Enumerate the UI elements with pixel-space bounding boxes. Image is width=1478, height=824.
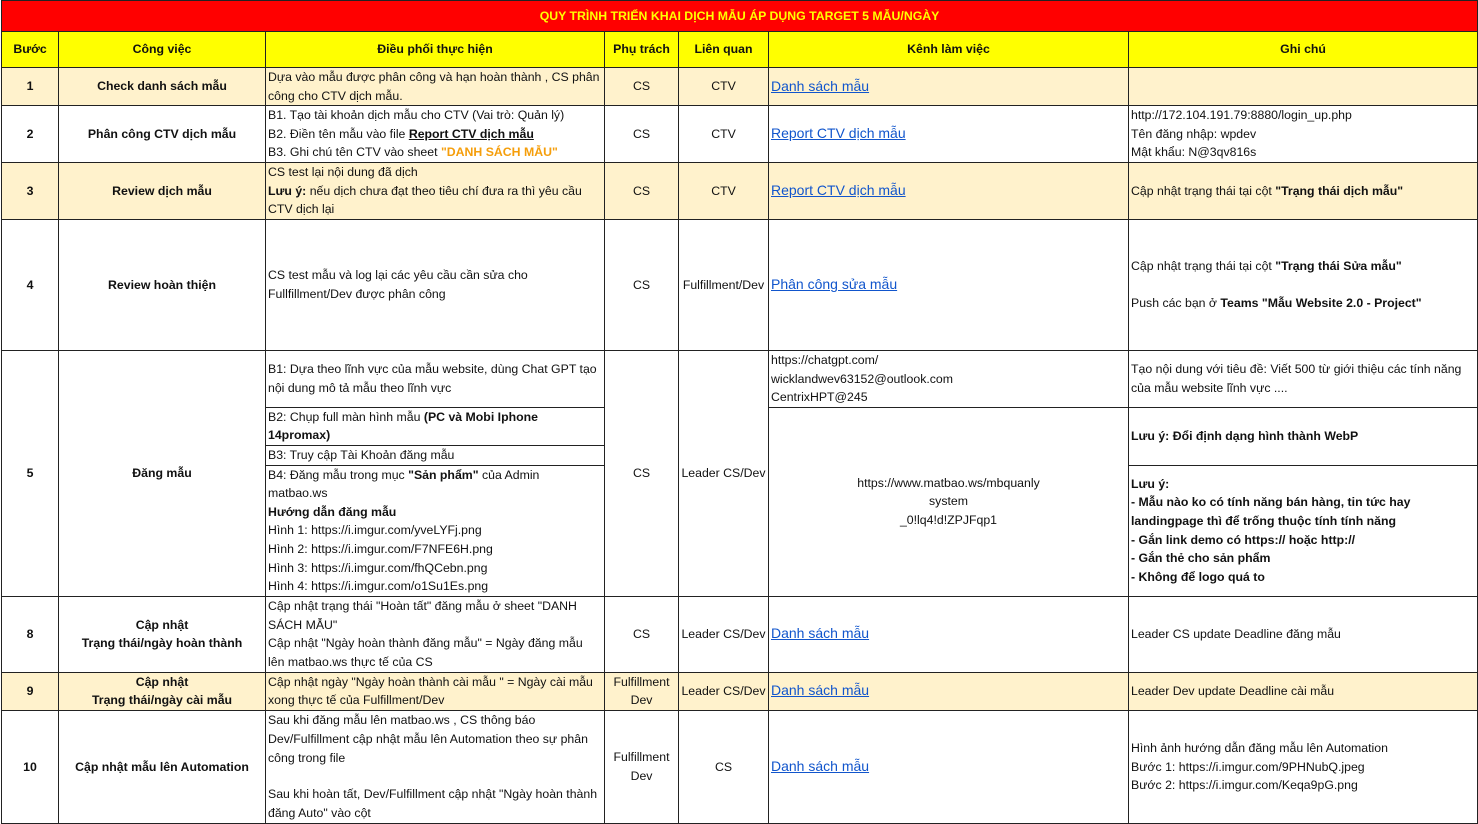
step-cell[interactable]: 1 bbox=[2, 68, 59, 106]
channel-link[interactable]: Danh sách mẫu bbox=[771, 758, 870, 775]
note-line: - Mẫu nào ko có tính năng bán hàng, tin tức hay landingpage thì để trống thuộc tính tính năng bbox=[1131, 495, 1411, 529]
note-line: Lưu ý: bbox=[1131, 476, 1170, 491]
task-cell[interactable]: Review dịch mẫu bbox=[59, 163, 266, 220]
channel-link[interactable]: Phân công sửa mẫu bbox=[771, 276, 898, 293]
related-cell[interactable]: Leader CS/Dev bbox=[679, 350, 769, 596]
coordination-cell[interactable]: Dựa vào mẫu được phân công và hạn hoàn thành , CS phân công cho CTV dịch mẫu. bbox=[266, 68, 605, 106]
owner-cell[interactable]: CS bbox=[605, 106, 679, 163]
table-row bbox=[2, 106, 1478, 163]
note-cell[interactable] bbox=[1129, 163, 1478, 220]
table-row bbox=[2, 672, 1478, 710]
related-cell[interactable]: Leader CS/Dev bbox=[679, 596, 769, 672]
step-cell[interactable]: 2 bbox=[2, 106, 59, 163]
coordination-cell[interactable] bbox=[266, 407, 605, 445]
task-cell[interactable] bbox=[59, 596, 266, 672]
task-cell[interactable]: Check danh sách mẫu bbox=[59, 68, 266, 106]
status-column-name: "Trạng thái Sửa mẫu" bbox=[1275, 259, 1402, 274]
coordination-text: B4: Đăng mẫu trong mục bbox=[268, 467, 409, 482]
channel-link[interactable]: Danh sách mẫu bbox=[771, 625, 870, 642]
coordination-line bbox=[268, 466, 602, 503]
coordination-text: của Admin matbao.ws bbox=[268, 467, 540, 501]
guide-title: Hướng dẫn đăng mẫu bbox=[268, 504, 397, 519]
table-row bbox=[2, 163, 1478, 220]
guide-image-link: Hình 4: https://i.imgur.com/o1Su1Es.png bbox=[268, 579, 489, 594]
channel-cell[interactable] bbox=[769, 163, 1129, 220]
note-label: Lưu ý: bbox=[268, 183, 307, 198]
channel-link[interactable]: Report CTV dịch mẫu bbox=[771, 182, 906, 199]
channel-link[interactable]: Danh sách mẫu bbox=[771, 77, 870, 94]
note-line: Bước 2: https://i.imgur.com/Keqa9pG.png bbox=[1131, 778, 1358, 793]
coordination-text: B2: Chụp full màn hình mẫu bbox=[268, 409, 424, 424]
coordination-line: Sau khi đăng mẫu lên matbao.ws , CS thông báo Dev/Fulfillment cập nhật mẫu lên Automation theo sự phân công trong file bbox=[268, 713, 588, 765]
coordination-line: Cập nhật "Ngày hoàn thành đăng mẫu" = Ngày đăng mẫu lên matbao.ws thực tế của CS bbox=[268, 636, 583, 669]
task-cell[interactable]: Đăng mẫu bbox=[59, 350, 266, 596]
admin-url: https://www.matbao.ws/mbquanly bbox=[857, 475, 1040, 490]
chatgpt-url: https://chatgpt.com/ bbox=[771, 352, 879, 367]
table-row bbox=[2, 68, 1478, 106]
task-line: Cập nhật bbox=[135, 674, 189, 689]
task-line: Cập nhật bbox=[135, 617, 189, 632]
coordination-cell[interactable]: Cập nhật ngày "Ngày hoàn thành cài mẫu " = Ngày cài mẫu xong thực tế của Fulfillment/Dev bbox=[266, 672, 605, 710]
owner-cell[interactable]: Fulfillment Dev bbox=[605, 710, 679, 823]
owner-cell[interactable]: CS bbox=[605, 350, 679, 596]
coordination-cell[interactable] bbox=[266, 710, 605, 823]
note-line: - Gắn link demo có https:// hoặc http:// bbox=[1131, 532, 1356, 547]
guide-image-link: Hình 3: https://i.imgur.com/fhQCebn.png bbox=[268, 560, 488, 575]
guide-image-link: Hình 2: https://i.imgur.com/F7NFE6H.png bbox=[268, 541, 493, 556]
header-related[interactable]: Liên quan bbox=[679, 32, 769, 68]
coordination-cell[interactable] bbox=[266, 596, 605, 672]
note-text: Cập nhật trạng thái tại cột bbox=[1131, 259, 1276, 274]
channel-link[interactable]: Danh sách mẫu bbox=[771, 682, 870, 699]
admin-username: system bbox=[929, 494, 968, 509]
spacer bbox=[1131, 276, 1475, 294]
channel-link[interactable]: Report CTV dịch mẫu bbox=[771, 125, 906, 142]
coordination-line bbox=[268, 143, 602, 162]
channel-cell[interactable] bbox=[769, 710, 1129, 823]
task-line: Trạng thái/ngày cài mẫu bbox=[91, 693, 233, 708]
related-cell[interactable]: CTV bbox=[679, 163, 769, 220]
note-cell[interactable]: Leader CS update Deadline đăng mẫu bbox=[1129, 596, 1478, 672]
task-cell[interactable]: Phân công CTV dịch mẫu bbox=[59, 106, 266, 163]
guide-image-link: Hình 1: https://i.imgur.com/yveLYFj.png bbox=[268, 523, 482, 538]
channel-cell[interactable] bbox=[769, 68, 1129, 106]
step-cell[interactable]: 4 bbox=[2, 219, 59, 350]
teams-channel-name: Teams "Mẫu Website 2.0 - Project" bbox=[1220, 295, 1422, 310]
channel-cell[interactable] bbox=[769, 219, 1129, 350]
owner-cell[interactable]: CS bbox=[605, 163, 679, 220]
login-password: Mật khẩu: N@3qv816s bbox=[1131, 145, 1257, 160]
status-column-name: "Trạng thái dịch mẫu" bbox=[1275, 183, 1404, 198]
coordination-text: nếu dịch chưa đạt theo tiêu chí đưa ra thì yêu cầu CTV dịch lại bbox=[268, 183, 582, 217]
process-table bbox=[1, 0, 1478, 824]
header-note[interactable]: Ghi chú bbox=[1129, 32, 1478, 68]
channel-cell[interactable] bbox=[769, 106, 1129, 163]
note-cell[interactable] bbox=[1129, 106, 1478, 163]
note-line: - Không để logo quá to bbox=[1131, 569, 1265, 584]
note-cell[interactable]: Leader Dev update Deadline cài mẫu bbox=[1129, 672, 1478, 710]
step-cell[interactable]: 3 bbox=[2, 163, 59, 220]
note-line bbox=[1131, 257, 1475, 276]
coordination-line: Sau khi hoàn tất, Dev/Fulfillment cập nhật "Ngày hoàn thành đăng Auto" vào cột bbox=[268, 787, 598, 820]
table-row bbox=[2, 710, 1478, 823]
task-cell[interactable]: Cập nhật mẫu lên Automation bbox=[59, 710, 266, 823]
coordination-text: B2. Điền tên mẫu vào file bbox=[268, 126, 409, 141]
note-cell[interactable] bbox=[1129, 710, 1478, 823]
coordination-cell[interactable] bbox=[266, 106, 605, 163]
coordination-text: B3. Ghi chú tên CTV vào sheet bbox=[268, 145, 441, 160]
channel-cell[interactable] bbox=[769, 407, 1129, 596]
task-cell[interactable] bbox=[59, 672, 266, 710]
table-row bbox=[2, 219, 1478, 350]
task-line: Trạng thái/ngày hoàn thành bbox=[81, 636, 243, 651]
spacer bbox=[268, 767, 602, 785]
coordination-cell[interactable]: B1: Dựa theo lĩnh vực của mẫu website, dùng Chat GPT tạo nội dung mô tả mẫu theo lĩnh vực bbox=[266, 350, 605, 407]
note-cell[interactable] bbox=[1129, 219, 1478, 350]
owner-cell[interactable]: CS bbox=[605, 68, 679, 106]
owner-cell[interactable]: Fulfillment Dev bbox=[605, 672, 679, 710]
coordination-cell[interactable] bbox=[266, 465, 605, 596]
chatgpt-password: CentrixHPT@245 bbox=[771, 390, 868, 405]
login-url: http://172.104.191.79:8880/login_up.php bbox=[1131, 108, 1352, 123]
related-cell[interactable]: CTV bbox=[679, 68, 769, 106]
header-task[interactable]: Công việc bbox=[59, 32, 266, 68]
note-line bbox=[1131, 294, 1475, 313]
note-cell[interactable]: Tạo nội dung với tiêu đề: Viết 500 từ giới thiệu các tính năng của mẫu website lĩnh vực .... bbox=[1129, 350, 1478, 407]
channel-cell[interactable] bbox=[769, 350, 1129, 407]
task-cell[interactable]: Review hoàn thiện bbox=[59, 219, 266, 350]
note-line: Bước 1: https://i.imgur.com/9PHNubQ.jpeg bbox=[1131, 759, 1365, 774]
report-file-link[interactable]: Report CTV dịch mẫu bbox=[408, 126, 534, 141]
header-row bbox=[2, 32, 1478, 68]
note-cell[interactable] bbox=[1129, 465, 1478, 596]
coordination-cell[interactable] bbox=[266, 163, 605, 220]
coordination-line bbox=[268, 182, 602, 219]
step-cell[interactable]: 5 bbox=[2, 350, 59, 596]
note-line: Hình ảnh hướng dẫn đăng mẫu lên Automation bbox=[1131, 740, 1388, 755]
related-cell[interactable]: Fulfillment/Dev bbox=[679, 219, 769, 350]
admin-password: _0!lq4!d!ZPJFqp1 bbox=[899, 513, 998, 528]
note-cell[interactable] bbox=[1129, 68, 1478, 106]
related-cell[interactable]: CS bbox=[679, 710, 769, 823]
header-step[interactable]: Bước bbox=[2, 32, 59, 68]
header-coordination[interactable]: Điều phối thực hiện bbox=[266, 32, 605, 68]
channel-cell[interactable] bbox=[769, 672, 1129, 710]
coordination-line bbox=[268, 125, 602, 144]
table-row bbox=[2, 596, 1478, 672]
login-username: Tên đăng nhập: wpdev bbox=[1131, 126, 1257, 141]
coordination-line: Cập nhật trạng thái "Hoàn tất" đăng mẫu ở sheet "DANH SÁCH MẪU" bbox=[268, 599, 577, 632]
sheet-title: QUY TRÌNH TRIỂN KHAI DỊCH MẪU ÁP DỤNG TARGET 5 MẪU/NGÀY bbox=[2, 1, 1478, 32]
note-cell[interactable]: Lưu ý: Đổi định dạng hình thành WebP bbox=[1129, 407, 1478, 465]
header-owner[interactable]: Phụ trách bbox=[605, 32, 679, 68]
owner-cell[interactable]: CS bbox=[605, 219, 679, 350]
note-text: Push các bạn ở bbox=[1131, 295, 1221, 310]
channel-cell[interactable] bbox=[769, 596, 1129, 672]
header-channel[interactable]: Kênh làm việc bbox=[769, 32, 1129, 68]
note-line: - Gắn thẻ cho sản phẩm bbox=[1131, 551, 1271, 566]
owner-cell[interactable]: CS bbox=[605, 596, 679, 672]
note-text: Cập nhật trạng thái tại cột bbox=[1131, 183, 1276, 198]
related-cell[interactable]: CTV bbox=[679, 106, 769, 163]
related-cell[interactable]: Leader CS/Dev bbox=[679, 672, 769, 710]
title-row bbox=[2, 1, 1478, 32]
chatgpt-account: wicklandwev63152@outlook.com bbox=[771, 371, 954, 386]
step-cell[interactable]: 10 bbox=[2, 710, 59, 823]
menu-name-highlight: "Sản phẩm" bbox=[408, 467, 479, 482]
step-cell[interactable]: 9 bbox=[2, 672, 59, 710]
coordination-line: B1. Tạo tài khoản dịch mẫu cho CTV (Vai trò: Quản lý) bbox=[268, 108, 565, 123]
device-highlight: (PC và Mobi Iphone 14promax) bbox=[268, 409, 538, 443]
sheet-name-highlight: "DANH SÁCH MẪU" bbox=[440, 145, 558, 160]
coordination-line: CS test lại nội dung đã dịch bbox=[268, 165, 418, 180]
coordination-cell[interactable]: CS test mẫu và log lại các yêu cầu cần sửa cho Fullfillment/Dev được phân công bbox=[266, 219, 605, 350]
step-cell[interactable]: 8 bbox=[2, 596, 59, 672]
coordination-cell[interactable]: B3: Truy cập Tài Khoản đăng mẫu bbox=[266, 445, 605, 465]
table-row bbox=[2, 350, 1478, 407]
